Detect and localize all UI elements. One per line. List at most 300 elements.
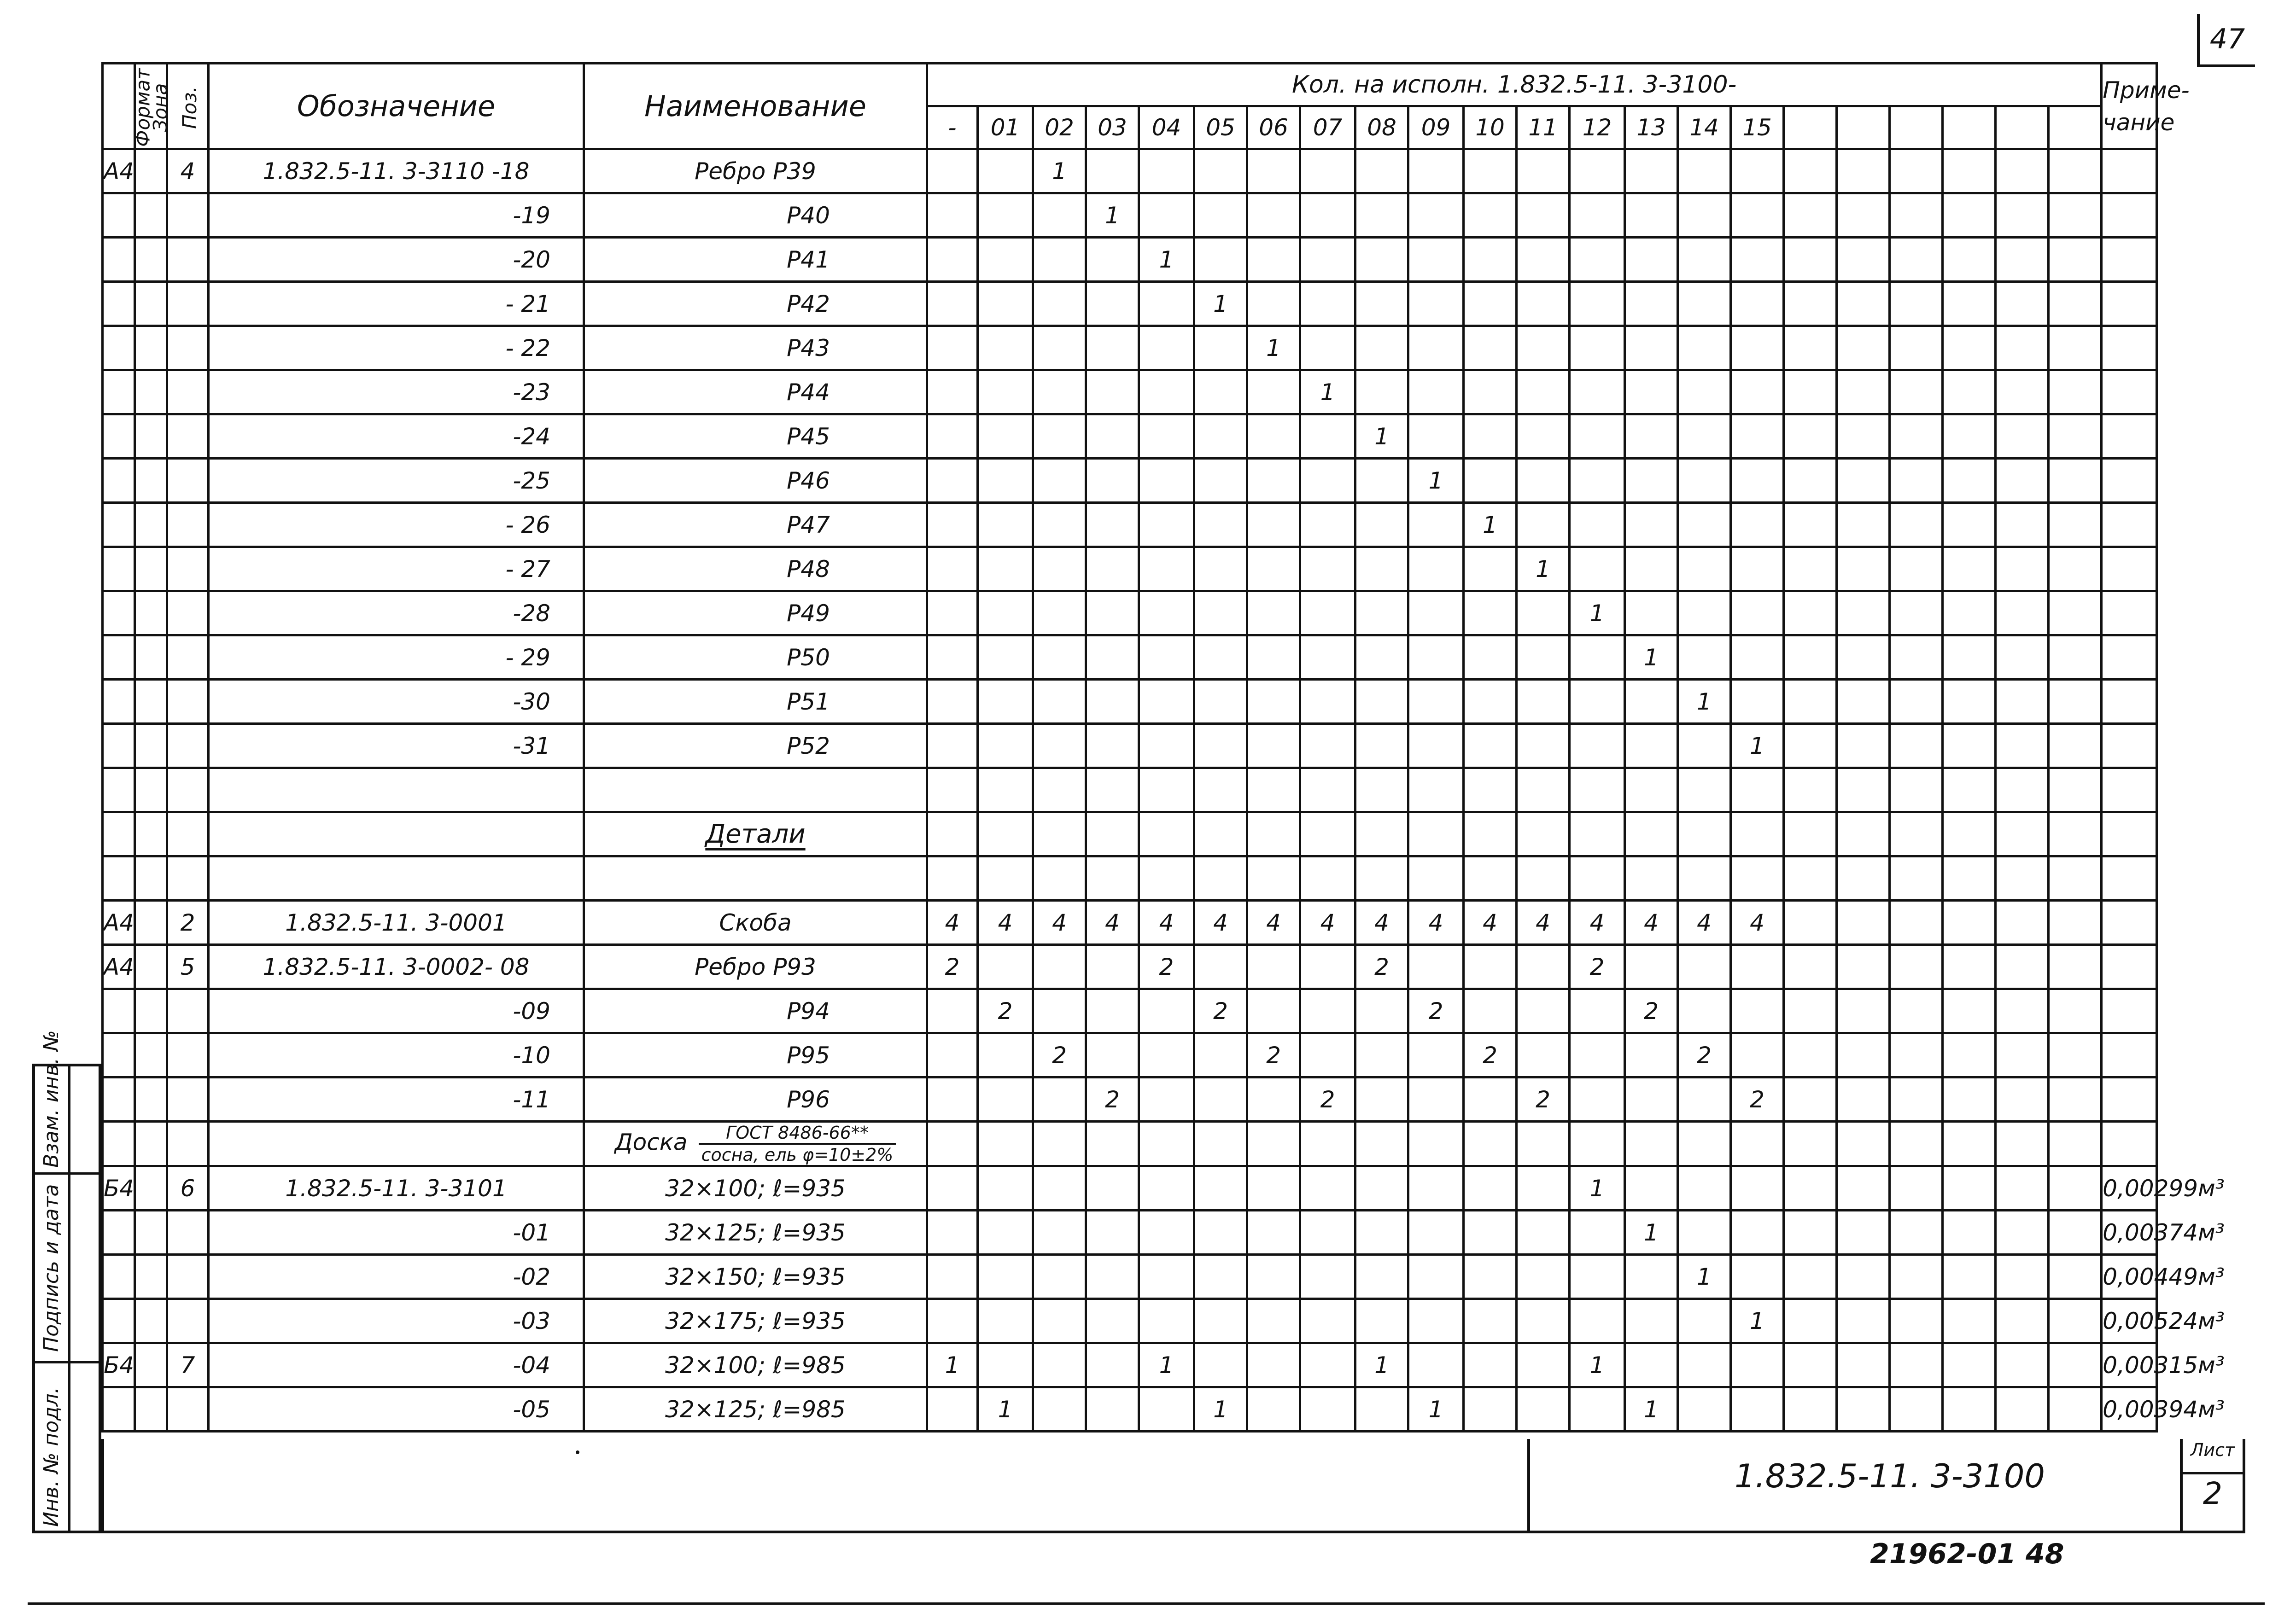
qty-cell — [1625, 459, 1678, 503]
table-cell — [103, 768, 135, 812]
qty-cell — [978, 1077, 1033, 1122]
qty-cell — [1139, 503, 1194, 547]
designation-cell: - 22 — [209, 326, 584, 370]
note-cell — [2102, 193, 2157, 238]
format-cell — [103, 591, 135, 635]
qty-cell — [1247, 635, 1300, 680]
qty-cell — [1996, 1343, 2049, 1387]
qty-cell — [1033, 414, 1086, 459]
qty-cell — [1139, 1077, 1194, 1122]
note-cell — [2102, 459, 2157, 503]
board-standard: ГОСТ 8486-66** — [699, 1123, 896, 1145]
table-cell — [1784, 856, 1837, 901]
qty-cell — [1678, 238, 1731, 282]
table-cell — [1517, 856, 1570, 901]
qty-cell — [1731, 149, 1784, 193]
pos-cell: 7 — [167, 1343, 209, 1387]
table-row — [103, 149, 2295, 193]
table-row — [103, 989, 2295, 1033]
pos-cell — [167, 282, 209, 326]
qty-cell — [1247, 945, 1300, 989]
table-cell — [1355, 856, 1408, 901]
section-title — [584, 812, 927, 856]
note-cell — [2102, 370, 2157, 414]
table-cell — [978, 768, 1033, 812]
qty-cell — [1194, 414, 1247, 459]
qty-cell — [927, 680, 978, 724]
pos-cell — [167, 1387, 209, 1432]
sheet-number: 2 — [2203, 1476, 2222, 1511]
qty-cell — [978, 149, 1033, 193]
qty-cell — [1517, 1033, 1570, 1077]
qty-cell — [1996, 945, 2049, 989]
designation-cell: - 27 — [209, 547, 584, 591]
designation-cell: 1.832.5-11. 3-3110 -18 — [209, 149, 584, 193]
qty-cell — [1731, 945, 1784, 989]
variant-header-cell: 10 — [1464, 106, 1517, 149]
note-cell — [2102, 282, 2157, 326]
qty-cell — [2049, 282, 2102, 326]
name-cell: Р48 — [584, 547, 927, 591]
qty-cell — [1784, 282, 1837, 326]
table-cell — [1139, 856, 1194, 901]
qty-cell — [1033, 1255, 1086, 1299]
qty-cell: 4 — [1731, 901, 1784, 945]
qty-cell — [1139, 414, 1194, 459]
variant-header-cell: 15 — [1731, 106, 1784, 149]
format-cell — [103, 193, 135, 238]
qty-cell — [1517, 680, 1570, 724]
qty-cell — [927, 238, 978, 282]
name-cell: Р42 — [584, 282, 927, 326]
qty-cell — [1890, 1255, 1943, 1299]
table-cell — [209, 812, 584, 856]
pos-cell — [167, 547, 209, 591]
qty-cell — [927, 1033, 978, 1077]
qty-cell — [1996, 1077, 2049, 1122]
pos-cell — [167, 459, 209, 503]
qty-cell — [1784, 1211, 1837, 1255]
table-cell — [1625, 812, 1678, 856]
qty-cell — [1408, 149, 1464, 193]
qty-cell — [1033, 1211, 1086, 1255]
qty-cell — [1300, 1343, 1355, 1387]
qty-cell — [1408, 326, 1464, 370]
table-cell — [584, 768, 927, 812]
header-pos-text: Поз. — [178, 86, 201, 129]
qty-cell — [1784, 1033, 1837, 1077]
qty-cell — [1408, 503, 1464, 547]
qty-cell — [1570, 547, 1625, 591]
qty-cell — [1731, 414, 1784, 459]
qty-cell — [1464, 1255, 1517, 1299]
qty-cell — [1247, 149, 1300, 193]
qty-cell: 2 — [1570, 945, 1625, 989]
qty-cell — [978, 370, 1033, 414]
qty-cell — [1086, 1343, 1139, 1387]
qty-cell — [1464, 1387, 1517, 1432]
qty-cell — [1996, 1166, 2049, 1211]
qty-cell — [927, 724, 978, 768]
table-cell — [1464, 768, 1517, 812]
table-cell — [1996, 812, 2049, 856]
qty-cell — [1837, 326, 1890, 370]
qty-cell — [1194, 724, 1247, 768]
qty-cell — [1570, 193, 1625, 238]
qty-cell: 2 — [1408, 989, 1464, 1033]
name-cell: Р50 — [584, 635, 927, 680]
note-cell — [2102, 1077, 2157, 1122]
table-cell — [1033, 768, 1086, 812]
format-cell — [103, 414, 135, 459]
designation-cell: - 29 — [209, 635, 584, 680]
qty-cell — [1139, 724, 1194, 768]
qty-cell — [1837, 1387, 1890, 1432]
zone-cell — [135, 1299, 167, 1343]
qty-cell — [1464, 1211, 1517, 1255]
qty-cell — [978, 193, 1033, 238]
table-cell — [135, 856, 167, 901]
variant-header-cell: 05 — [1194, 106, 1247, 149]
qty-cell — [1247, 591, 1300, 635]
qty-cell: 4 — [1300, 901, 1355, 945]
header-format — [103, 64, 154, 149]
qty-cell — [1625, 370, 1678, 414]
qty-cell: 1 — [1300, 370, 1355, 414]
qty-cell — [1784, 149, 1837, 193]
qty-cell — [1625, 238, 1678, 282]
qty-cell — [1943, 547, 1996, 591]
qty-cell: 1 — [1517, 547, 1570, 591]
table-cell — [1678, 1122, 1731, 1166]
note-cell — [2102, 901, 2157, 945]
pos-cell: 6 — [167, 1166, 209, 1211]
table-cell — [1517, 1122, 1570, 1166]
qty-cell: 4 — [1678, 901, 1731, 945]
table-cell — [927, 768, 978, 812]
qty-cell — [1139, 547, 1194, 591]
qty-cell — [2049, 1387, 2102, 1432]
format-cell — [103, 370, 135, 414]
table-cell — [1464, 812, 1517, 856]
qty-cell — [1890, 149, 1943, 193]
qty-cell — [1890, 680, 1943, 724]
qty-cell — [2049, 724, 2102, 768]
qty-cell — [1033, 724, 1086, 768]
name-cell: 32×125; ℓ=985 — [584, 1387, 927, 1432]
qty-cell — [1408, 724, 1464, 768]
qty-cell: 1 — [1247, 326, 1300, 370]
qty-cell — [1731, 1211, 1784, 1255]
note-cell: 0,00394м³ — [2102, 1387, 2157, 1432]
table-cell — [1408, 856, 1464, 901]
qty-cell — [978, 1211, 1033, 1255]
table-cell — [1890, 812, 1943, 856]
table-cell — [1890, 856, 1943, 901]
qty-cell — [1517, 945, 1570, 989]
table-row — [103, 901, 2295, 945]
qty-cell — [1996, 989, 2049, 1033]
qty-cell — [1139, 591, 1194, 635]
qty-cell — [1033, 1387, 1086, 1432]
name-cell: 32×100; ℓ=985 — [584, 1343, 927, 1387]
table-cell — [167, 812, 209, 856]
qty-cell — [1943, 945, 1996, 989]
qty-cell — [1355, 989, 1408, 1033]
qty-cell — [1837, 149, 1890, 193]
pos-cell: 5 — [167, 945, 209, 989]
qty-cell — [1033, 503, 1086, 547]
qty-cell — [1408, 193, 1464, 238]
table-cell — [2049, 812, 2102, 856]
qty-cell — [1247, 680, 1300, 724]
qty-cell: 4 — [1570, 901, 1625, 945]
qty-cell — [1464, 238, 1517, 282]
qty-cell — [2049, 503, 2102, 547]
bottom-rule — [28, 1602, 2265, 1605]
qty-cell — [978, 591, 1033, 635]
qty-cell — [1194, 680, 1247, 724]
qty-cell — [1033, 282, 1086, 326]
qty-cell — [1300, 193, 1355, 238]
qty-cell — [1943, 238, 1996, 282]
qty-cell: 1 — [927, 1343, 978, 1387]
table-cell — [927, 856, 978, 901]
qty-cell: 1 — [1033, 149, 1086, 193]
qty-cell — [1943, 193, 1996, 238]
qty-cell — [1943, 680, 1996, 724]
designation-cell: 1.832.5-11. 3-0002- 08 — [209, 945, 584, 989]
qty-cell: 1 — [1625, 1211, 1678, 1255]
table-cell — [1996, 856, 2049, 901]
qty-cell — [1194, 547, 1247, 591]
variant-header-cell: 12 — [1570, 106, 1625, 149]
table-cell — [1355, 812, 1408, 856]
designation-cell: -25 — [209, 459, 584, 503]
qty-cell — [1943, 1343, 1996, 1387]
name-cell: Р52 — [584, 724, 927, 768]
table-cell — [1033, 812, 1086, 856]
qty-cell — [927, 459, 978, 503]
variant-header-cell: 13 — [1625, 106, 1678, 149]
board-material: сосна, ель φ=10±2% — [701, 1145, 894, 1165]
qty-cell — [1247, 1299, 1300, 1343]
zone-cell — [135, 1211, 167, 1255]
name-cell: Ребро Р39 — [584, 149, 927, 193]
name-cell: Р41 — [584, 238, 927, 282]
qty-cell — [1996, 591, 2049, 635]
qty-cell — [1890, 1033, 1943, 1077]
qty-cell — [1464, 635, 1517, 680]
qty-cell — [1678, 1299, 1731, 1343]
qty-cell — [1517, 193, 1570, 238]
qty-cell — [1139, 635, 1194, 680]
qty-cell — [1943, 503, 1996, 547]
qty-cell — [1678, 547, 1731, 591]
qty-cell — [1678, 945, 1731, 989]
table-cell — [1464, 1122, 1517, 1166]
table-cell — [1837, 812, 1890, 856]
qty-cell — [1731, 1255, 1784, 1299]
qty-cell — [1890, 724, 1943, 768]
variant-header-cell — [1890, 106, 1943, 149]
qty-cell — [1517, 724, 1570, 768]
qty-cell — [1464, 724, 1517, 768]
table-row — [103, 370, 2295, 414]
pos-cell — [167, 1077, 209, 1122]
name-cell: Р40 — [584, 193, 927, 238]
designation-cell: -10 — [209, 1033, 584, 1077]
qty-cell — [1355, 680, 1408, 724]
qty-cell — [1625, 1255, 1678, 1299]
qty-cell — [1033, 635, 1086, 680]
qty-cell — [1890, 1387, 1943, 1432]
qty-cell — [1517, 459, 1570, 503]
qty-cell — [1355, 326, 1408, 370]
zone-cell — [135, 370, 167, 414]
qty-cell: 1 — [1086, 193, 1139, 238]
qty-cell — [1570, 1077, 1625, 1122]
qty-cell — [1408, 1077, 1464, 1122]
qty-cell: 1 — [1731, 724, 1784, 768]
qty-cell — [1194, 370, 1247, 414]
qty-cell: 1 — [1570, 591, 1625, 635]
qty-cell: 2 — [1247, 1033, 1300, 1077]
qty-cell — [1033, 680, 1086, 724]
qty-cell — [1890, 238, 1943, 282]
variant-header-cell: - — [927, 106, 978, 149]
table-cell — [1625, 768, 1678, 812]
qty-cell — [1247, 238, 1300, 282]
zone-cell — [135, 547, 167, 591]
qty-cell — [1890, 326, 1943, 370]
table-cell — [1086, 1122, 1139, 1166]
qty-cell — [1194, 193, 1247, 238]
qty-cell — [1570, 238, 1625, 282]
qty-cell — [1784, 1166, 1837, 1211]
variant-header-cell: 02 — [1033, 106, 1086, 149]
qty-cell — [1625, 724, 1678, 768]
name-cell: Скоба — [584, 901, 927, 945]
qty-cell — [1139, 989, 1194, 1033]
header-pos — [167, 64, 209, 149]
qty-cell — [1086, 1211, 1139, 1255]
qty-cell — [1194, 459, 1247, 503]
qty-cell — [1625, 1166, 1678, 1211]
qty-cell: 1 — [1731, 1299, 1784, 1343]
designation-cell: -23 — [209, 370, 584, 414]
qty-cell — [1300, 149, 1355, 193]
format-cell — [103, 547, 135, 591]
qty-cell — [1678, 414, 1731, 459]
table-row — [103, 1033, 2295, 1077]
note-cell: 0,00374м³ — [2102, 1211, 2157, 1255]
qty-cell — [927, 149, 978, 193]
qty-cell — [1247, 724, 1300, 768]
qty-cell — [1300, 635, 1355, 680]
zone-cell — [135, 680, 167, 724]
name-cell: Р46 — [584, 459, 927, 503]
qty-cell — [1625, 282, 1678, 326]
table-cell — [1194, 856, 1247, 901]
qty-cell — [2049, 680, 2102, 724]
table-cell — [1890, 768, 1943, 812]
qty-cell — [1678, 149, 1731, 193]
qty-cell — [1837, 1033, 1890, 1077]
table-cell — [1890, 1122, 1943, 1166]
qty-cell — [1139, 193, 1194, 238]
table-cell — [1139, 768, 1194, 812]
designation-cell: -02 — [209, 1255, 584, 1299]
qty-cell — [1570, 326, 1625, 370]
qty-cell — [1139, 370, 1194, 414]
zone-cell — [135, 326, 167, 370]
format-cell: А4 — [103, 901, 135, 945]
name-cell: Р43 — [584, 326, 927, 370]
qty-cell — [978, 680, 1033, 724]
format-cell — [103, 459, 135, 503]
qty-cell — [1033, 989, 1086, 1033]
qty-cell: 1 — [978, 1387, 1033, 1432]
format-cell — [103, 989, 135, 1033]
name-cell: Р51 — [584, 680, 927, 724]
board-name-cell — [584, 1122, 927, 1166]
qty-cell — [1837, 1343, 1890, 1387]
qty-cell — [1890, 1343, 1943, 1387]
variant-header-cell: 06 — [1247, 106, 1300, 149]
qty-cell — [1517, 238, 1570, 282]
qty-cell — [1943, 1387, 1996, 1432]
format-cell — [103, 1255, 135, 1299]
qty-cell — [1408, 1166, 1464, 1211]
qty-cell — [1033, 370, 1086, 414]
qty-cell: 1 — [1678, 680, 1731, 724]
name-cell: 32×150; ℓ=935 — [584, 1255, 927, 1299]
qty-cell — [1996, 1255, 2049, 1299]
qty-cell — [1731, 635, 1784, 680]
table-row — [103, 1166, 2295, 1211]
qty-cell — [1890, 1166, 1943, 1211]
qty-cell — [1731, 459, 1784, 503]
qty-cell — [1517, 414, 1570, 459]
qty-cell — [1943, 414, 1996, 459]
qty-cell — [1890, 1077, 1943, 1122]
table-cell — [1996, 1122, 2049, 1166]
qty-cell — [927, 1211, 978, 1255]
qty-cell — [1678, 1211, 1731, 1255]
qty-cell — [927, 414, 978, 459]
table-cell — [978, 812, 1033, 856]
qty-cell — [1139, 282, 1194, 326]
qty-cell — [1408, 370, 1464, 414]
table-cell — [1943, 812, 1996, 856]
qty-cell — [1355, 547, 1408, 591]
qty-cell — [1570, 635, 1625, 680]
stray-mark — [576, 1450, 579, 1454]
qty-cell — [1355, 724, 1408, 768]
zone-cell — [135, 238, 167, 282]
qty-cell: 1 — [1464, 503, 1517, 547]
qty-cell — [1300, 547, 1355, 591]
qty-cell — [1837, 238, 1890, 282]
table-cell — [1570, 768, 1625, 812]
variant-header-cell: 04 — [1139, 106, 1194, 149]
qty-cell — [1139, 1211, 1194, 1255]
qty-cell — [1996, 459, 2049, 503]
format-cell — [103, 1299, 135, 1343]
designation-cell: -01 — [209, 1211, 584, 1255]
zone-cell — [135, 945, 167, 989]
